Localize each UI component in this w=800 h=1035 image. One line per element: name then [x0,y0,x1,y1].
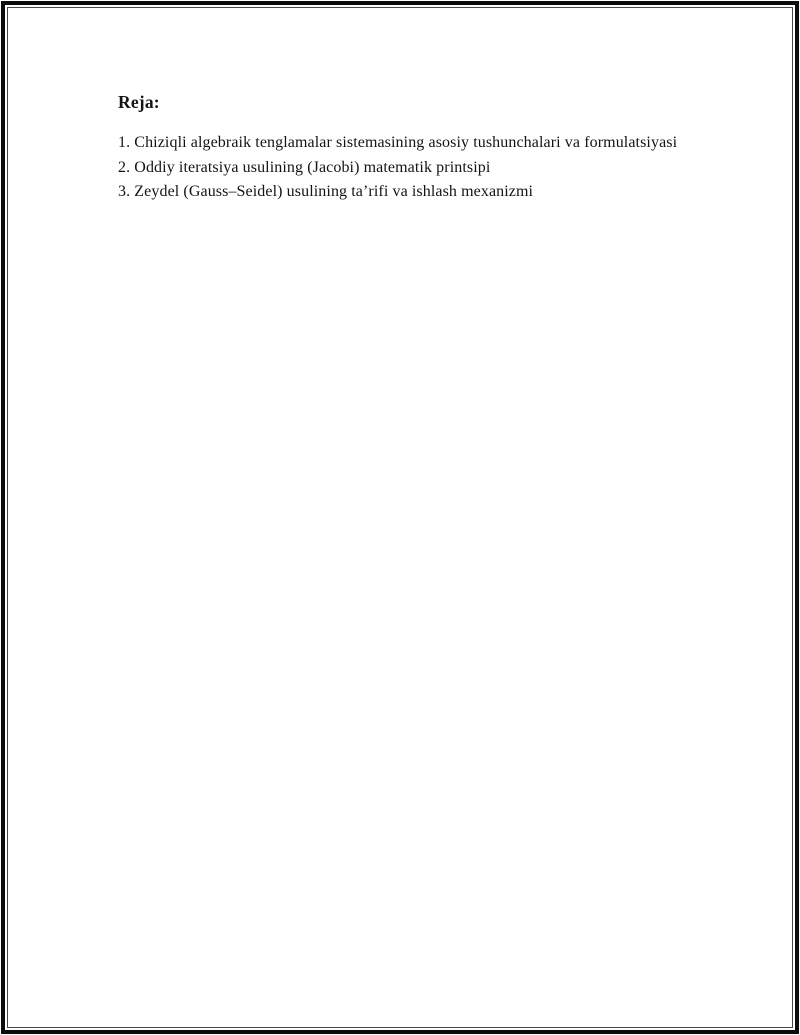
plan-list [118,131,678,205]
list-item-3: 3. Zeydel (Gauss–Seidel) usulining ta’rifi va ishlash mexanizmi [118,183,534,201]
list-item-2: 2. Oddiy iteratsiya usulining (Jacobi) matematik printsipi [118,158,491,176]
list-item-1: 1. Chiziqli algebraik tenglamalar sistemasining asosiy tushunchalari va formulatsiyasi [118,134,678,151]
document-body [118,89,678,205]
page-title: Reja: [118,92,160,112]
